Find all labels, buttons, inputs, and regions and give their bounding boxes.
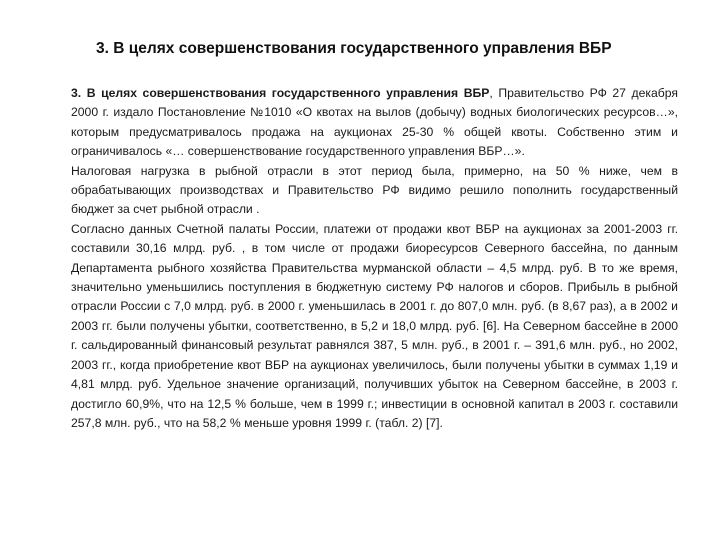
paragraph-1	[71, 84, 678, 162]
slide-body	[71, 84, 678, 433]
paragraph-1-text: , Правительство РФ 27 декабря 2000 г. издало Постановление №1010 «О квотах на вылов (добычу) водных биологических ресурсов…», которым предусматривалось продажа на аукционах 25-30 % общей квоты. Собственно этим и ограничивалось «… совершенствование государственного управления ВБР…».	[71, 86, 679, 159]
paragraph-2	[71, 162, 678, 220]
paragraph-3-text: Согласно данных Счетной палаты России, платежи от продажи квот ВБР на аукционах за 2001-2003 гг. составили 30,16 млрд. руб. , в том числе от продажи биоресурсов Северного бассейна, по данным Департамента рыбного хозяйства Правительства мурманской области – 4,5 млрд. руб. В то же время, значительно уменьшились поступления в бюджетную систему РФ налогов и сборов. Прибыль в рыбной отрасли России с 7,0 млрд. руб. в 2000 г. уменьшилась в 2001 г. до 807,0 млн. руб. (в 8,67 раз), а в 2002 и 2003 гг. были получены убытки, соответственно, в 5,2 и 18,0 млрд. руб. [6]. На Северном бассейне в 2000 г. сальдированный финансовый результат равнялся 387, 5 млн. руб., в 2001 г. – 391,6 млн. руб., но 2002, 2003 гг., когда приобретение квот ВБР на аукционах увеличилось, были получены убытки в суммах 1,19 и 4,81 млрд. руб. Удельное значение организаций, получивших убыток на Северном бассейне, в 2003 г. достигло 60,9%, что на 12,5 % больше, чем в 1999 г.; инвестиции в основной капитал в 2003 г. составили 257,8 млн. руб., что на 58,2 % меньше уровня 1999 г. (табл. 2) [7].	[71, 221, 678, 430]
paragraph-2-text: Налоговая нагрузка в рыбной отрасли в этот период была, примерно, на 50 % ниже, чем в обрабатывающих производствах и Правительство РФ видимо решило пополнить государственный бюджет за счет рыбной отрасли .	[71, 163, 678, 217]
paragraph-3	[71, 220, 678, 433]
slide-title: 3. В целях совершенствования государственного управления ВБР	[96, 40, 612, 57]
paragraph-1-lead: 3. В целях совершенствования государственного управления ВБР	[71, 86, 490, 100]
